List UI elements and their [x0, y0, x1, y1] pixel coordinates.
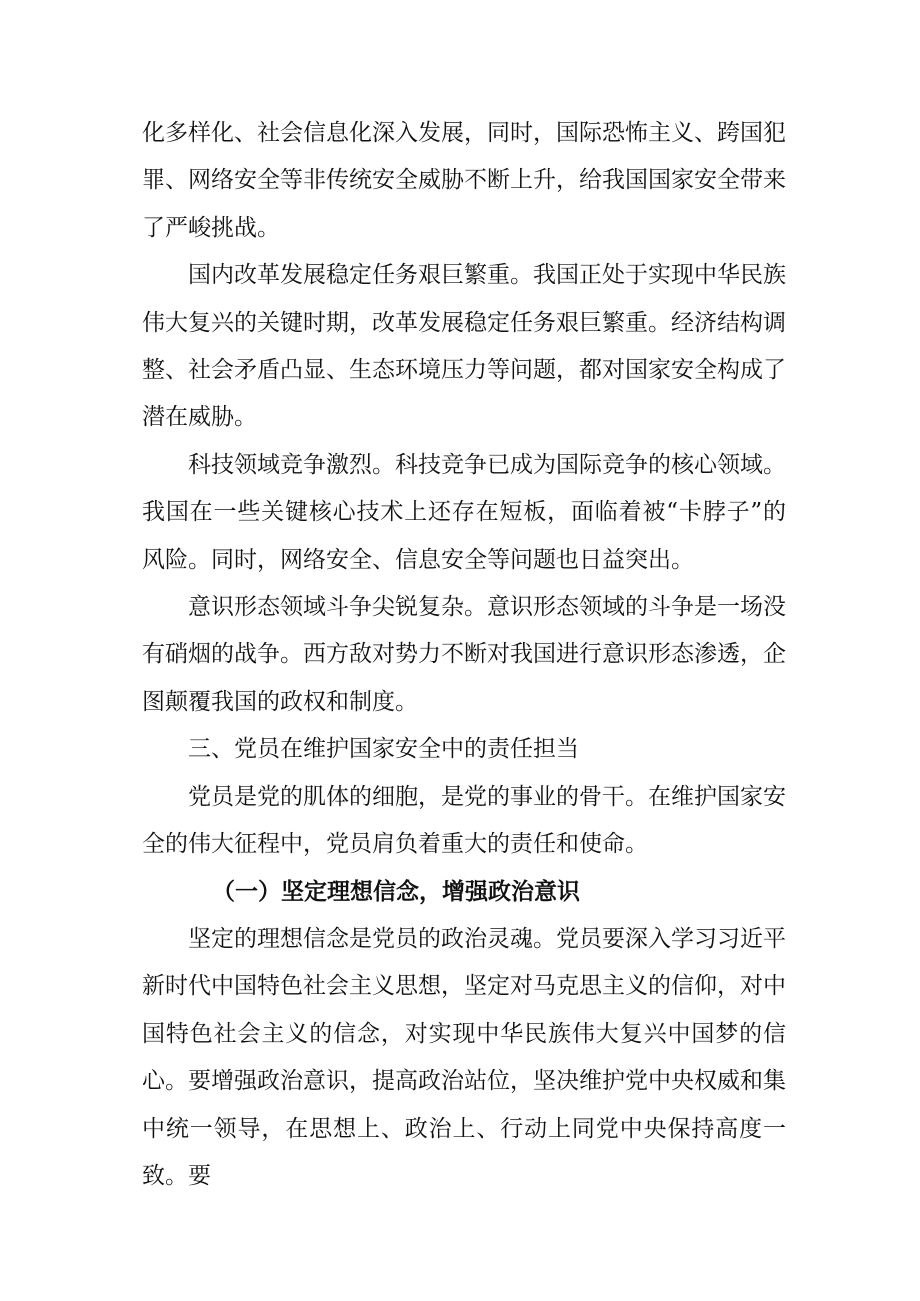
- paragraph-domestic-reform: 国内改革发展稳定任务艰巨繁重。我国正处于实现中华民族伟大复兴的关键时期，改革发展稳定任务艰巨繁重。经济结构调整、社会矛盾凸显、生态环境压力等问题，都对国家安全构成了潜在威胁。: [142, 262, 786, 431]
- subsection-heading: （一）坚定理想信念，增强政治意识: [212, 878, 580, 905]
- section-heading: 三、党员在维护国家安全中的责任担当: [188, 736, 579, 763]
- paragraph-ideology: 意识形态领域斗争尖锐复杂。意识形态领域的斗争是一场没有硝烟的战争。西方敌对势力不断对我国进行意识形态渗透，企图颠覆我国的政权和制度。: [142, 594, 786, 715]
- paragraph-ideals-beliefs: 坚定的理想信念是党员的政治灵魂。党员要深入学习习近平新时代中国特色社会主义思想，坚定对马克思主义的信仰，对中国特色社会主义的信念，对实现中华民族伟大复兴中国梦的信心。要增强政治意识，提高政治站位，坚决维护党中央权威和集中统一领导，在思想上、政治上、行动上同党中央保持高度一致。要: [142, 925, 786, 1189]
- paragraph-tech-competition: 科技领域竞争激烈。科技竞争已成为国际竞争的核心领域。我国在一些关键核心技术上还存在短板，面临着被“卡脖子”的风险。同时，网络安全、信息安全等问题也日益突出。: [142, 451, 786, 573]
- paragraph-party-member-role: 党员是党的肌体的细胞，是党的事业的骨干。在维护国家安全的伟大征程中，党员肩负着重大的责任和使命。: [142, 783, 786, 858]
- document-page: [142, 110, 786, 1200]
- paragraph-continuation: 化多样化、社会信息化深入发展，同时，国际恐怖主义、跨国犯罪、网络安全等非传统安全威胁不断上升，给我国国家安全带来了严峻挑战。: [142, 120, 786, 241]
